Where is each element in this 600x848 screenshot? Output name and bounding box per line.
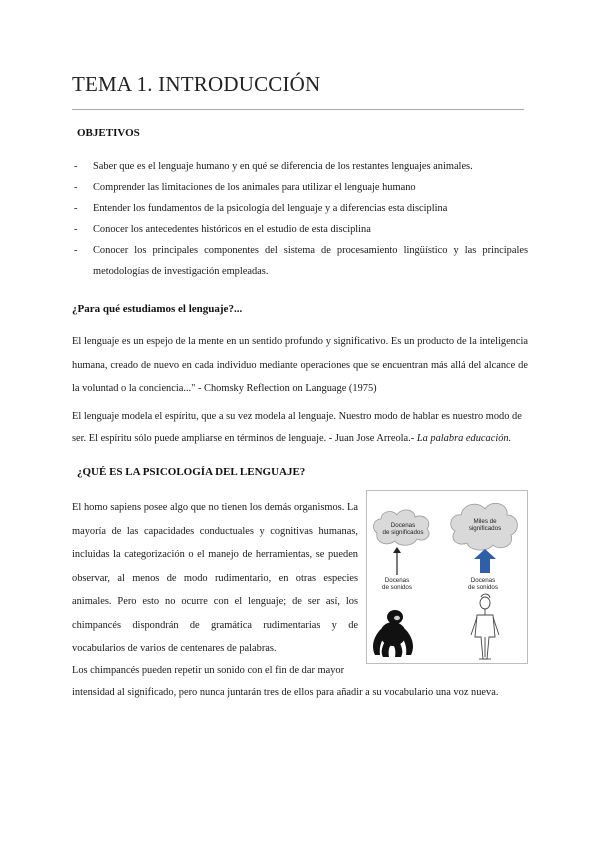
right-cloud-label-1: Miles de — [473, 518, 497, 525]
objetivo-text: Entender los fundamentos de la psicología del lenguaje y a diferencias esta disciplina — [93, 203, 448, 214]
left-sounds-label-2: de sonidos — [382, 584, 412, 591]
list-item — [72, 240, 528, 282]
left-cloud-label-2: de significados — [382, 529, 424, 536]
bullet-dash: - — [74, 203, 78, 214]
bullet-dash: - — [74, 245, 78, 256]
bullet-dash: - — [74, 182, 78, 193]
chimpances-line-1: Los chimpancés pueden repetir un sonido con el fin de dar mayor — [72, 665, 345, 676]
left-arrow — [393, 547, 401, 575]
right-arrow — [474, 549, 496, 573]
left-thought-cloud — [374, 510, 430, 545]
arreola-quote-text: El lenguaje modela el espíritu, que a su vez modela al lenguaje. Nuestro modo de hablar es nuestro modo de ser. El espíritu sólo puede ampliarse en términos de lenguaje. - Juan Jose Arreola.- — [72, 411, 522, 444]
objetivo-text: Saber que es el lenguaje humano y en qué se diferencia de los restantes lenguajes animales. — [93, 161, 473, 172]
objetivos-list — [72, 156, 528, 282]
para-que-heading: ¿Para qué estudiamos el lenguaje?... — [72, 303, 243, 315]
chimpanzee-illustration — [373, 610, 413, 657]
list-item — [72, 177, 528, 198]
list-item — [72, 198, 528, 219]
page-title: TEMA 1. INTRODUCCIÓN — [72, 72, 321, 96]
homo-sapiens-paragraph: El homo sapiens posee algo que no tienen los demás organismos. La mayoría de las capacidades conductuales y cognitivas humanas, incluidas la categorización o el manejo de herramientas, se pueden observar, al menos de modo rudimentario, en otras especies animales. Pero esto no ocurre con el lenguaje; de ser así, los chimpancés dispondrán de gramática rudimentarias y de vocabularios de varios de centenares de palabras. — [72, 502, 358, 654]
objetivo-text: Conocer los principales componentes del sistema de procesamiento lingüístico y las principales metodologías de investigación empleadas. — [93, 245, 528, 277]
arreola-quote — [72, 406, 528, 450]
human-illustration — [471, 594, 499, 659]
title-divider — [72, 109, 524, 110]
right-cloud-label-2: significados — [468, 525, 502, 532]
objetivos-heading: OBJETIVOS — [77, 127, 140, 139]
right-thought-cloud — [451, 503, 518, 550]
chimpances-line-2: intensidad al significado, pero nunca juntarán tres de ellos para añadir a su vocabulario una voz nueva. — [72, 687, 499, 698]
arreola-source: La palabra educación. — [416, 433, 512, 444]
left-cloud-label-1: Docenas — [390, 522, 416, 529]
objetivo-text: Conocer los antecedentes históricos en el estudio de esta disciplina — [93, 224, 371, 235]
list-item — [72, 219, 528, 240]
objetivo-text: Comprender las limitaciones de los animales para utilizar el lenguaje humano — [93, 182, 416, 193]
figure-svg — [367, 491, 527, 663]
right-sounds-label-1: Docenas — [470, 577, 496, 584]
right-sounds-label-2: de sonidos — [468, 584, 498, 591]
bullet-dash: - — [74, 161, 78, 172]
left-sounds-label-1: Docenas — [384, 577, 410, 584]
bullet-dash: - — [74, 224, 78, 235]
list-item — [72, 156, 528, 177]
que-es-heading: ¿QUÉ ES LA PSICOLOGÍA DEL LENGUAJE? — [77, 466, 306, 478]
chomsky-quote: El lenguaje es un espejo de la mente en un sentido profundo y significativo. Es un producto de la inteligencia humana, creado de nuevo en cada individuo mediante operaciones que se encuentran más allá del alcance de la voluntad o la conciencia..." - Chomsky Reflection on Language (1975) — [72, 336, 528, 394]
language-comparison-figure — [366, 490, 528, 664]
